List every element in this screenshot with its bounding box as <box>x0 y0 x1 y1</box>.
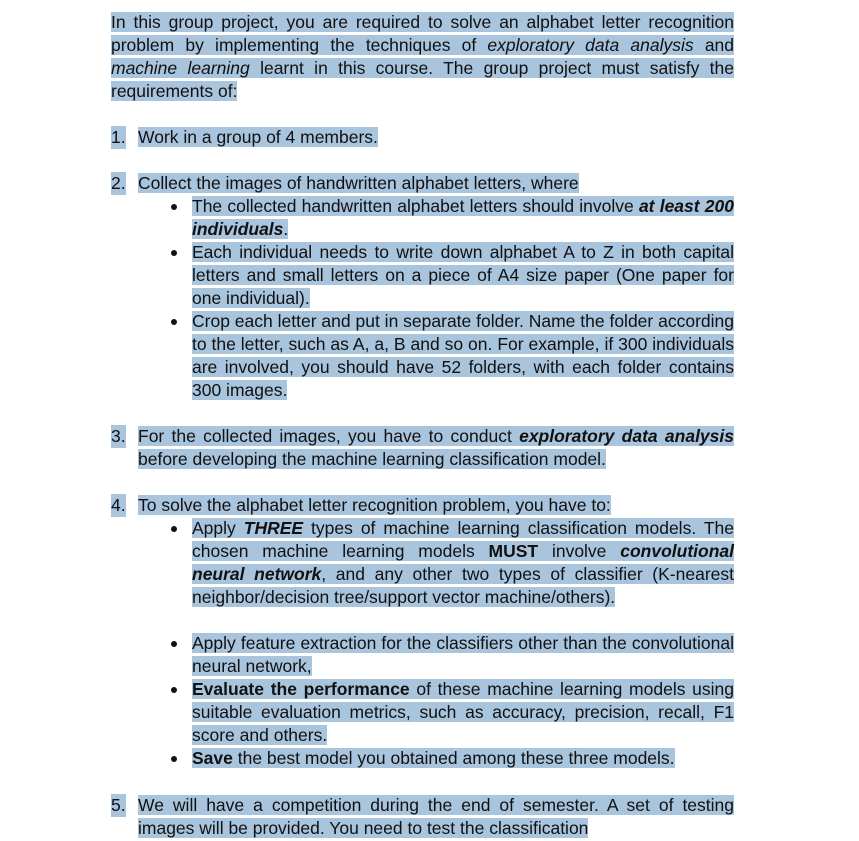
bullet-icon <box>171 319 177 325</box>
item-4-sub-a: Apply THREE types of machine learning classification models. The chosen machine learning models MUST involve convolutional neural network, and any other two types of classifier (K-nearest neighbor/decision tree/support vector machine/others). <box>192 518 734 607</box>
item-5-number: 5. <box>111 795 126 815</box>
bullet-icon <box>171 250 177 256</box>
intro-text-1: In this group project, you are required to solve an alphabet letter recognition problem by implementing the techniques of <box>111 12 734 55</box>
item-2-sub-b: Each individual needs to write down alphabet A to Z in both capital letters and small letters on a piece of A4 size paper (One paper for one individual). <box>192 242 734 308</box>
item-2-sub-c: Crop each letter and put in separate folder. Name the folder according to the letter, such as A, a, B and so on. For example, if 300 individuals are involved, you should have 52 folders, with each folder contains 300 images. <box>192 311 734 400</box>
item-5-text: We will have a competition during the end of semester. A set of testing images will be provided. You need to test the classification <box>138 795 734 838</box>
item-1-number: 1. <box>111 127 126 147</box>
intro-emphasis-ml: machine learning <box>111 58 250 78</box>
item-4-text: To solve the alphabet letter recognition problem, you have to: <box>138 495 611 515</box>
item-1-text: Work in a group of 4 members. <box>138 127 378 147</box>
item-4-sub-b: Apply feature extraction for the classifiers other than the convolutional neural network, <box>192 633 734 676</box>
bullet-icon <box>171 687 177 693</box>
intro-paragraph <box>111 11 734 103</box>
bullet-icon <box>171 526 177 532</box>
item-4-sub-d: Save the best model you obtained among these three models. <box>192 748 675 768</box>
item-4-number: 4. <box>111 495 126 515</box>
bullet-icon <box>171 756 177 762</box>
item-2-text: Collect the images of handwritten alphabet letters, where <box>138 173 579 193</box>
item-2-number: 2. <box>111 173 126 193</box>
item-2-sub-a: The collected handwritten alphabet letters should involve at least 200 individuals. <box>192 196 735 239</box>
bullet-icon <box>171 641 177 647</box>
item-3-text: For the collected images, you have to conduct exploratory data analysis before developing the machine learning classification model. <box>138 426 734 469</box>
intro-emphasis-eda: exploratory data analysis <box>487 35 694 55</box>
item-4-sub-c: Evaluate the performance of these machine learning models using suitable evaluation metrics, such as accuracy, precision, recall, F1 score and others. <box>192 679 734 745</box>
bullet-icon <box>171 204 177 210</box>
item-3-number: 3. <box>111 426 126 446</box>
intro-text-3: learnt in this course. The group project must satisfy the requirements of: <box>111 58 734 101</box>
intro-text-2: and <box>693 35 735 55</box>
